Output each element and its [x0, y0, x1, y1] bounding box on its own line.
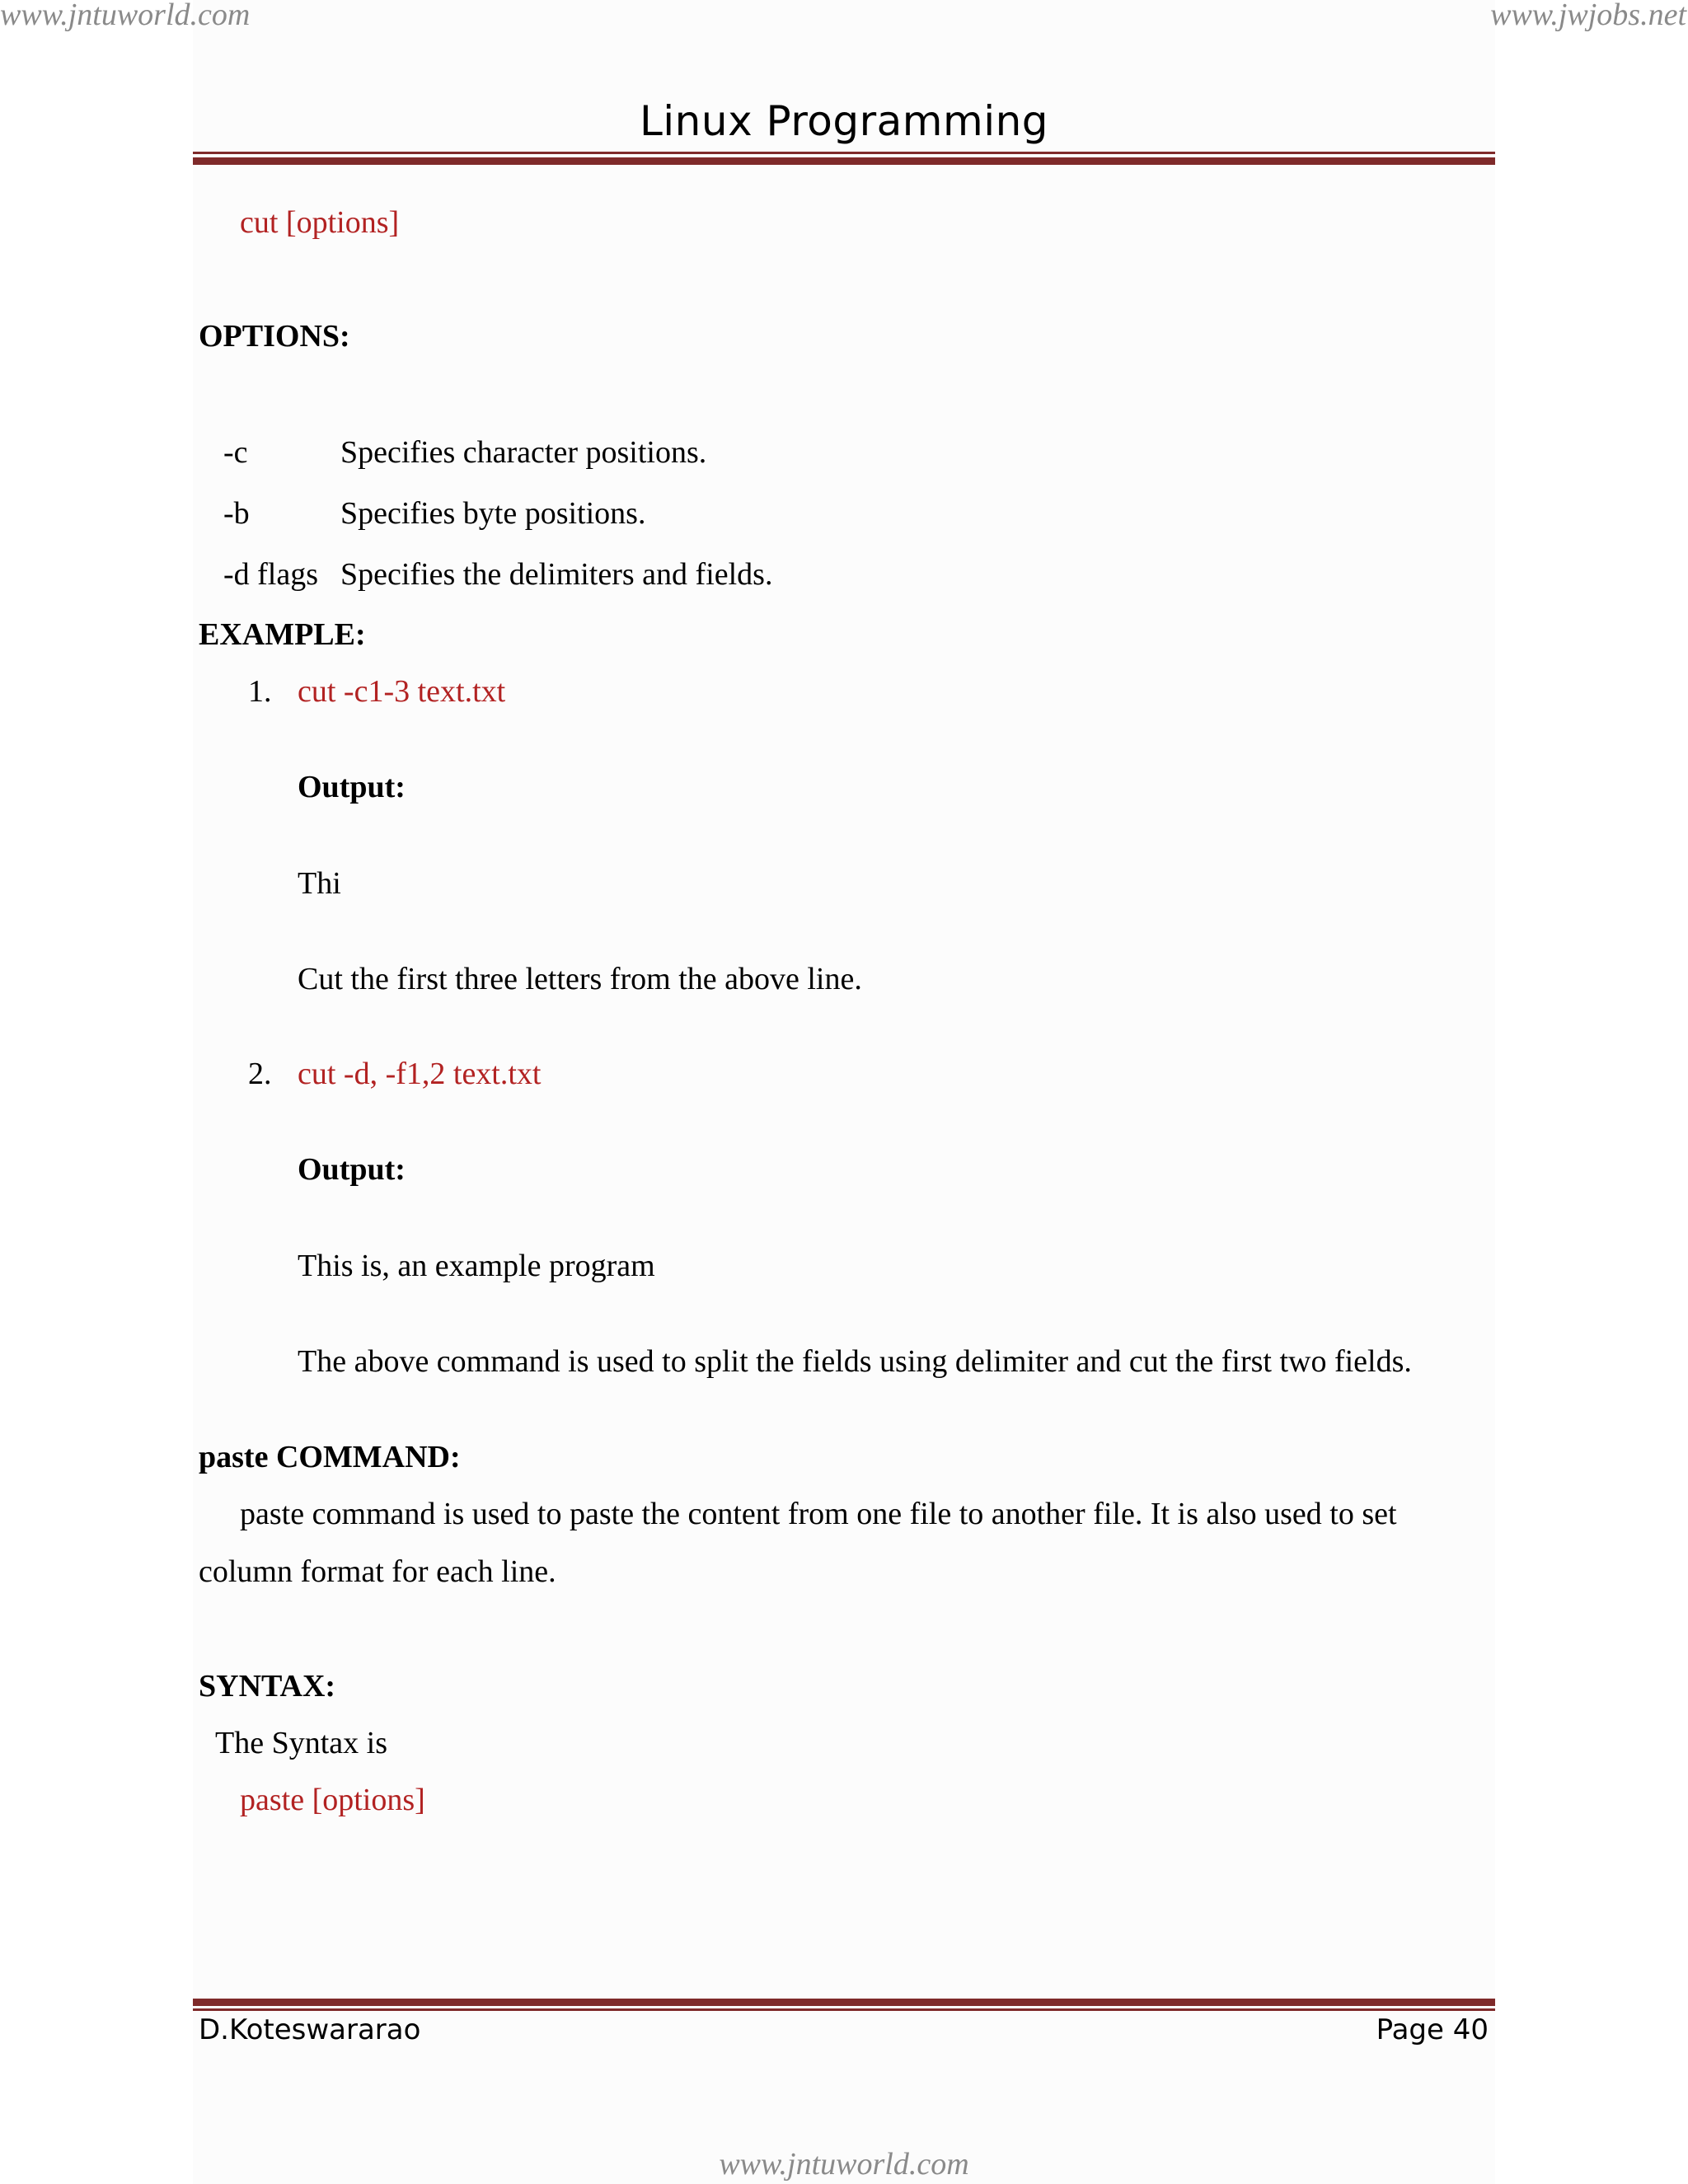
example-explanation: The above command is used to split the fields using delimiter and cut the first two fields.	[298, 1344, 1412, 1379]
output-label: Output:	[298, 770, 406, 804]
syntax-heading: SYNTAX:	[199, 1669, 336, 1704]
syntax-intro: The Syntax is	[215, 1726, 387, 1760]
page-title: Linux Programming	[639, 97, 1049, 145]
cut-syntax: cut [options]	[240, 205, 400, 240]
option-description: Specifies the delimiters and fields.	[340, 557, 773, 592]
watermark-top-left[interactable]: www.jntuworld.com	[0, 0, 251, 32]
example-command: cut -d, -f1,2 text.txt	[298, 1057, 542, 1091]
page-background	[193, 0, 1495, 2184]
paste-description: paste command is used to paste the content from one file to another file. It is also used to set column format for each line.	[199, 1497, 1397, 1589]
watermark-bottom[interactable]: www.jntuworld.com	[719, 2147, 969, 2182]
output-label: Output:	[298, 1152, 406, 1187]
header-rule-thin	[193, 152, 1495, 154]
option-flag: -c	[223, 435, 248, 470]
footer-rule-thick	[193, 1999, 1495, 2006]
example-number: 2.	[248, 1057, 272, 1091]
option-flag: -b	[223, 496, 250, 531]
footer-page-number: Page 40	[1376, 2013, 1489, 2046]
paste-syntax: paste [options]	[240, 1783, 425, 1817]
paste-heading: paste COMMAND:	[199, 1440, 461, 1474]
option-description: Specifies byte positions.	[340, 496, 646, 531]
header-rule-thick	[193, 157, 1495, 165]
option-flag: -d flags	[223, 557, 319, 592]
options-heading: OPTIONS:	[199, 319, 350, 354]
footer-author: D.Koteswararao	[199, 2013, 421, 2046]
example-explanation: Cut the first three letters from the above line.	[298, 962, 862, 996]
option-description: Specifies character positions.	[340, 435, 707, 470]
footer-rule-thin	[193, 2008, 1495, 2011]
example-output: Thi	[298, 866, 341, 901]
example-command: cut -c1-3 text.txt	[298, 674, 506, 709]
example-output: This is, an example program	[298, 1249, 655, 1283]
watermark-top-right[interactable]: www.jwjobs.net	[1490, 0, 1686, 32]
example-number: 1.	[248, 674, 272, 709]
example-heading: EXAMPLE:	[199, 617, 366, 652]
